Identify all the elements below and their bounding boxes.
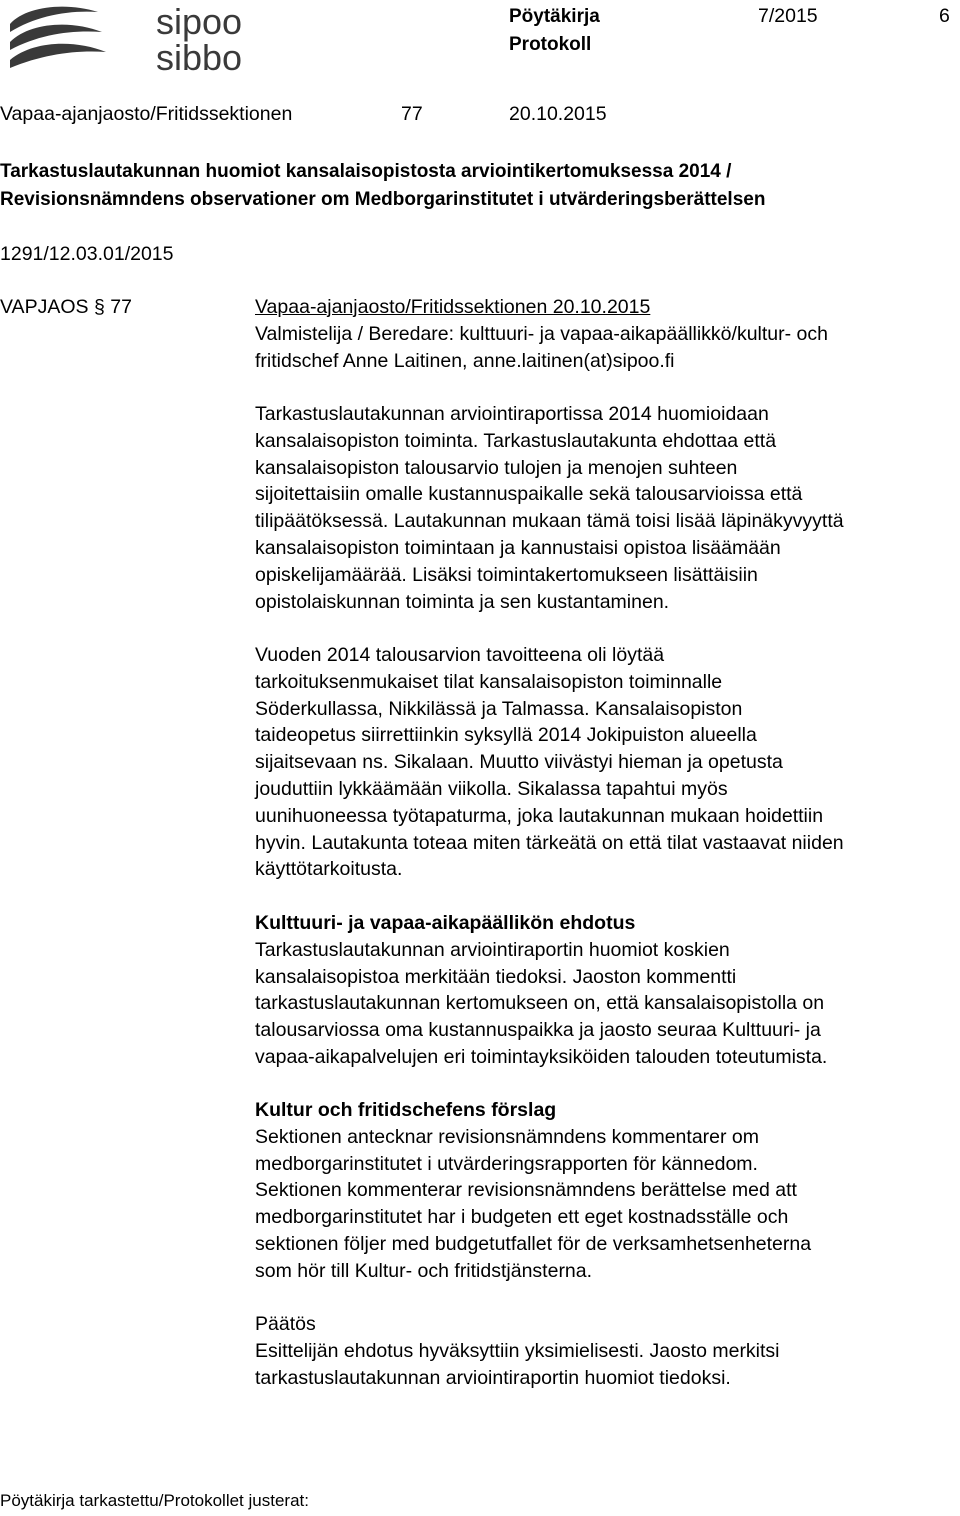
text-line: kansalaisopiston toimintaan ja kannustaisi opistoa lisäämään (255, 536, 781, 559)
header-section-number: 77 (401, 103, 423, 125)
matter-title-line: Revisionsnämndens observationer om Medborgarinstitutet i utvärderingsberättelsen (0, 189, 766, 210)
doc-type-sv: Protokoll (509, 34, 592, 55)
text-line: opiskelijamäärää. Lisäksi toimintakertomukseen lisättäisiin (255, 563, 758, 586)
decision (255, 1311, 955, 1391)
logo-mark (10, 7, 106, 68)
text-line: tarkoituksenmukaiset tilat kansalaisopiston toiminnalle (255, 670, 723, 693)
matter-title (0, 158, 960, 214)
decision-heading: Päätös (255, 1313, 316, 1335)
text-line: taideopetus siirrettiinkin syksyllä 2014 Jokipuiston alueella (255, 724, 757, 747)
text-line: vapaa-aikapalvelujen eri toimintayksiköiden talouden toteutumista. (255, 1045, 828, 1068)
text-line: käyttötarkoitusta. (255, 858, 403, 881)
committee-link[interactable]: Vapaa-ajanjaosto/Fritidssektionen 20.10.2015 (255, 296, 651, 318)
proposal-fi-heading: Kulttuuri- ja vapaa-aikapäällikön ehdotus (255, 912, 636, 934)
proposal-sv (255, 1097, 955, 1285)
text-line: sektionen följer med budgetutfallet för de verksamhetsenheterna (255, 1232, 812, 1255)
text-line: Sektionen kommenterar revisionsnämndens berättelse med att (255, 1179, 797, 1202)
sipoo-logo-graphic (6, 2, 256, 74)
text-line: Vuoden 2014 talousarvion tavoitteena oli löytää (255, 644, 665, 666)
text-line: talousarviossa oma kustannuspaikka ja jaosto seuraa Kulttuuri- ja (255, 1019, 821, 1042)
header-committee: Vapaa-ajanjaosto/Fritidssektionen (0, 103, 293, 125)
paragraph-audit-remarks (255, 401, 955, 615)
text-line: Sektionen antecknar revisionsnämndens kommentarer om (255, 1125, 760, 1148)
section-number: 77 (110, 296, 132, 318)
text-line: tarkastuslautakunnan kertomukseen on, että kansalaisopistolla on (255, 992, 825, 1015)
logo-text-sipoo: sipoo (156, 2, 243, 42)
text-line: Tarkastuslautakunnan arviointiraportissa 2014 huomioidaan (255, 403, 769, 425)
text-line: tarkastuslautakunnan arviointiraportin huomiot tiedoksi. (255, 1366, 731, 1389)
text-line: sijoitettaisiin omalle kustannuspaikalle sekä talousarvioissa että (255, 483, 803, 506)
text-line: hyvin. Lautakunta toteaa miten tärkeätä on että tilat vastaavat niiden (255, 831, 844, 854)
section-meta (255, 294, 955, 374)
section-code-text: VAPJAOS (0, 296, 89, 318)
page-number: 6 (939, 5, 950, 27)
text-line: Tarkastuslautakunnan arviointiraportin huomiot koskien (255, 938, 730, 961)
text-line: tilipäätöksessä. Lautakunnan mukaan tämä toisi lisää läpinäkyvyyttä (255, 510, 844, 533)
text-line: som hör till Kultur- och fritidstjänsterna. (255, 1259, 593, 1282)
text-line: jouduttiin lykkäämään viikolla. Sikalassa tapahtui myös (255, 777, 728, 800)
preparer-line: Valmistelija / Beredare: kulttuuri- ja vapaa-aikapäällikkö/kultur- och (255, 322, 828, 345)
header-date: 20.10.2015 (509, 103, 607, 125)
proposal-sv-heading: Kultur och fritidschefens förslag (255, 1099, 557, 1121)
proposal-fi (255, 910, 955, 1071)
text-line: kansalaisopistoa merkitään tiedoksi. Jaoston kommentti (255, 965, 737, 988)
text-line: kansalaisopiston toiminta. Tarkastuslautakunta ehdottaa että (255, 429, 777, 452)
text-line: sijaitsevaan ns. Sikalaan. Muutto viivästyi hieman ja opetusta (255, 751, 783, 774)
text-line: kansalaisopiston talousarvio tulojen ja menojen suhteen (255, 456, 738, 479)
section-code (0, 294, 132, 321)
text-line: opistolaiskunnan toiminta ja sen kustantaminen. (255, 590, 670, 613)
footer-checked: Pöytäkirja tarkastettu/Protokollet justerat: (0, 1491, 309, 1510)
section-symbol: § (93, 296, 105, 318)
diary-number: 1291/12.03.01/2015 (0, 243, 174, 265)
sipoo-logo (6, 2, 256, 74)
text-line: medborgarinstitutet har i budgeten ett eget kostnadsställe och (255, 1206, 789, 1229)
text-line: uunihuoneessa työtapaturma, joka lautakunnan mukaan hoidettiin (255, 804, 824, 827)
doc-type-fi: Pöytäkirja (509, 6, 600, 27)
text-line: medborgarinstitutet i utvärderingsrapporten för kännedom. (255, 1152, 758, 1175)
logo-text-sibbo: sibbo (156, 37, 243, 74)
meeting-number: 7/2015 (758, 5, 818, 27)
text-line: Esittelijän ehdotus hyväksyttiin yksimielisesti. Jaosto merkitsi (255, 1339, 780, 1362)
matter-title-line: Tarkastuslautakunnan huomiot kansalaisopistosta arviointikertomuksessa 2014 / (0, 161, 732, 182)
preparer-line: fritidschef Anne Laitinen, anne.laitinen(at)sipoo.fi (255, 349, 675, 372)
paragraph-budget-2014 (255, 642, 955, 883)
text-line: Söderkullassa, Nikkilässä ja Talmassa. Kansalaisopiston (255, 697, 743, 720)
